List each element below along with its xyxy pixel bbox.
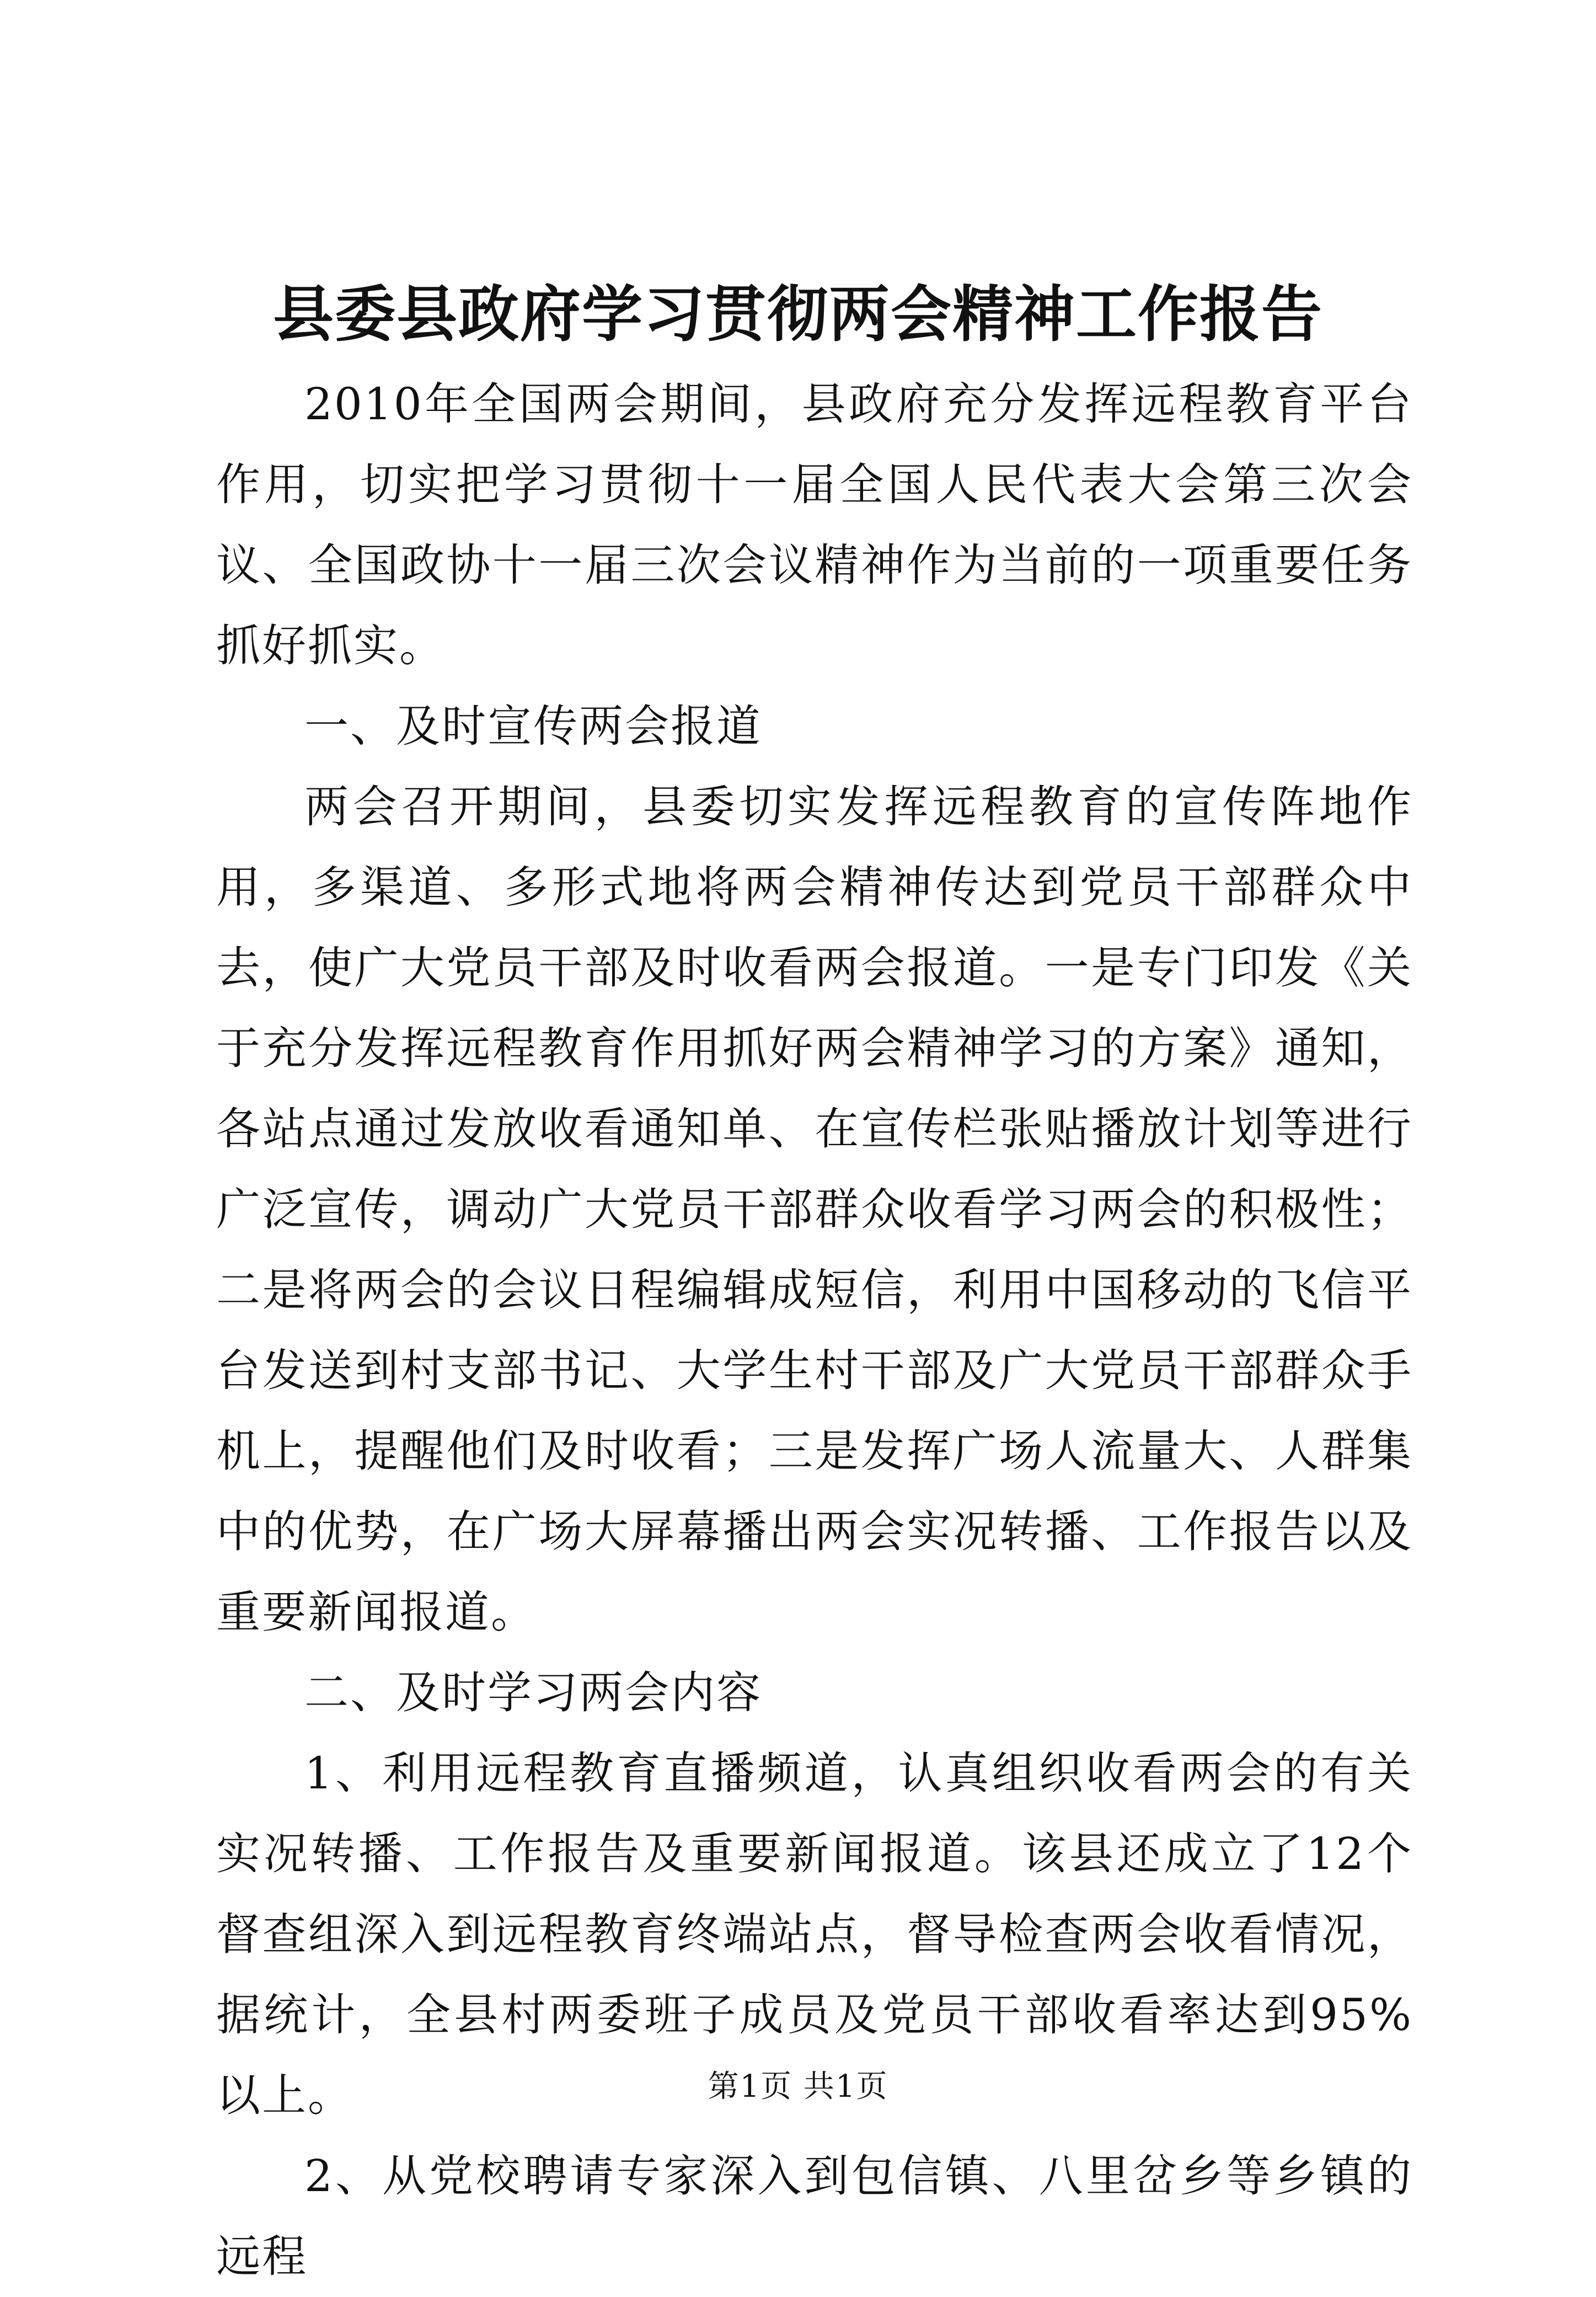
page-footer: 第1页 共1页 — [708, 2069, 888, 2104]
section-heading-2: 二、及时学习两会内容 — [304, 1667, 762, 1718]
document-body — [216, 364, 1413, 2297]
document-title: 县委县政府学习贯彻两会精神工作报告 — [273, 279, 1323, 350]
section-2-item-1: 1、利用远程教育直播频道，认真组织收看两会的有关实况转播、工作报告及重要新闻报道。该县还成立了12个督查组深入到远程教育终端站点，督导检查两会收看情况，据统计，全县村两委班子成员及党员干部收看率达到95%以上。 — [216, 1748, 1413, 2121]
intro-paragraph: 2010年全国两会期间，县政府充分发挥远程教育平台作用，切实把学习贯彻十一届全国人民代表大会第三次会议、全国政协十一届三次会议精神作为当前的一项重要任务抓好抓实。 — [216, 378, 1413, 671]
section-1-paragraph: 两会召开期间，县委切实发挥远程教育的宣传阵地作用，多渠道、多形式地将两会精神传达到党员干部群众中去，使广大党员干部及时收看两会报道。一是专门印发《关于充分发挥远程教育作用抓好两会精神学习的方案》通知，各站点通过发放收看通知单、在宣传栏张贴播放计划等进行广泛宣传，调动广大党员干部群众收看学习两会的积极性；二是将两会的会议日程编辑成短信，利用中国移动的飞信平台发送到村支部书记、大学生村干部及广大党员干部群众手机上，提醒他们及时收看；三是发挥广场人流量大、人群集中的优势，在广场大屏幕播出两会实况转播、工作报告以及重要新闻报道。 — [216, 781, 1413, 1638]
section-2-item-2: 2、从党校聘请专家深入到包信镇、八里岔乡等乡镇的远程 — [216, 2150, 1413, 2282]
section-heading-1: 一、及时宣传两会报道 — [304, 701, 762, 752]
